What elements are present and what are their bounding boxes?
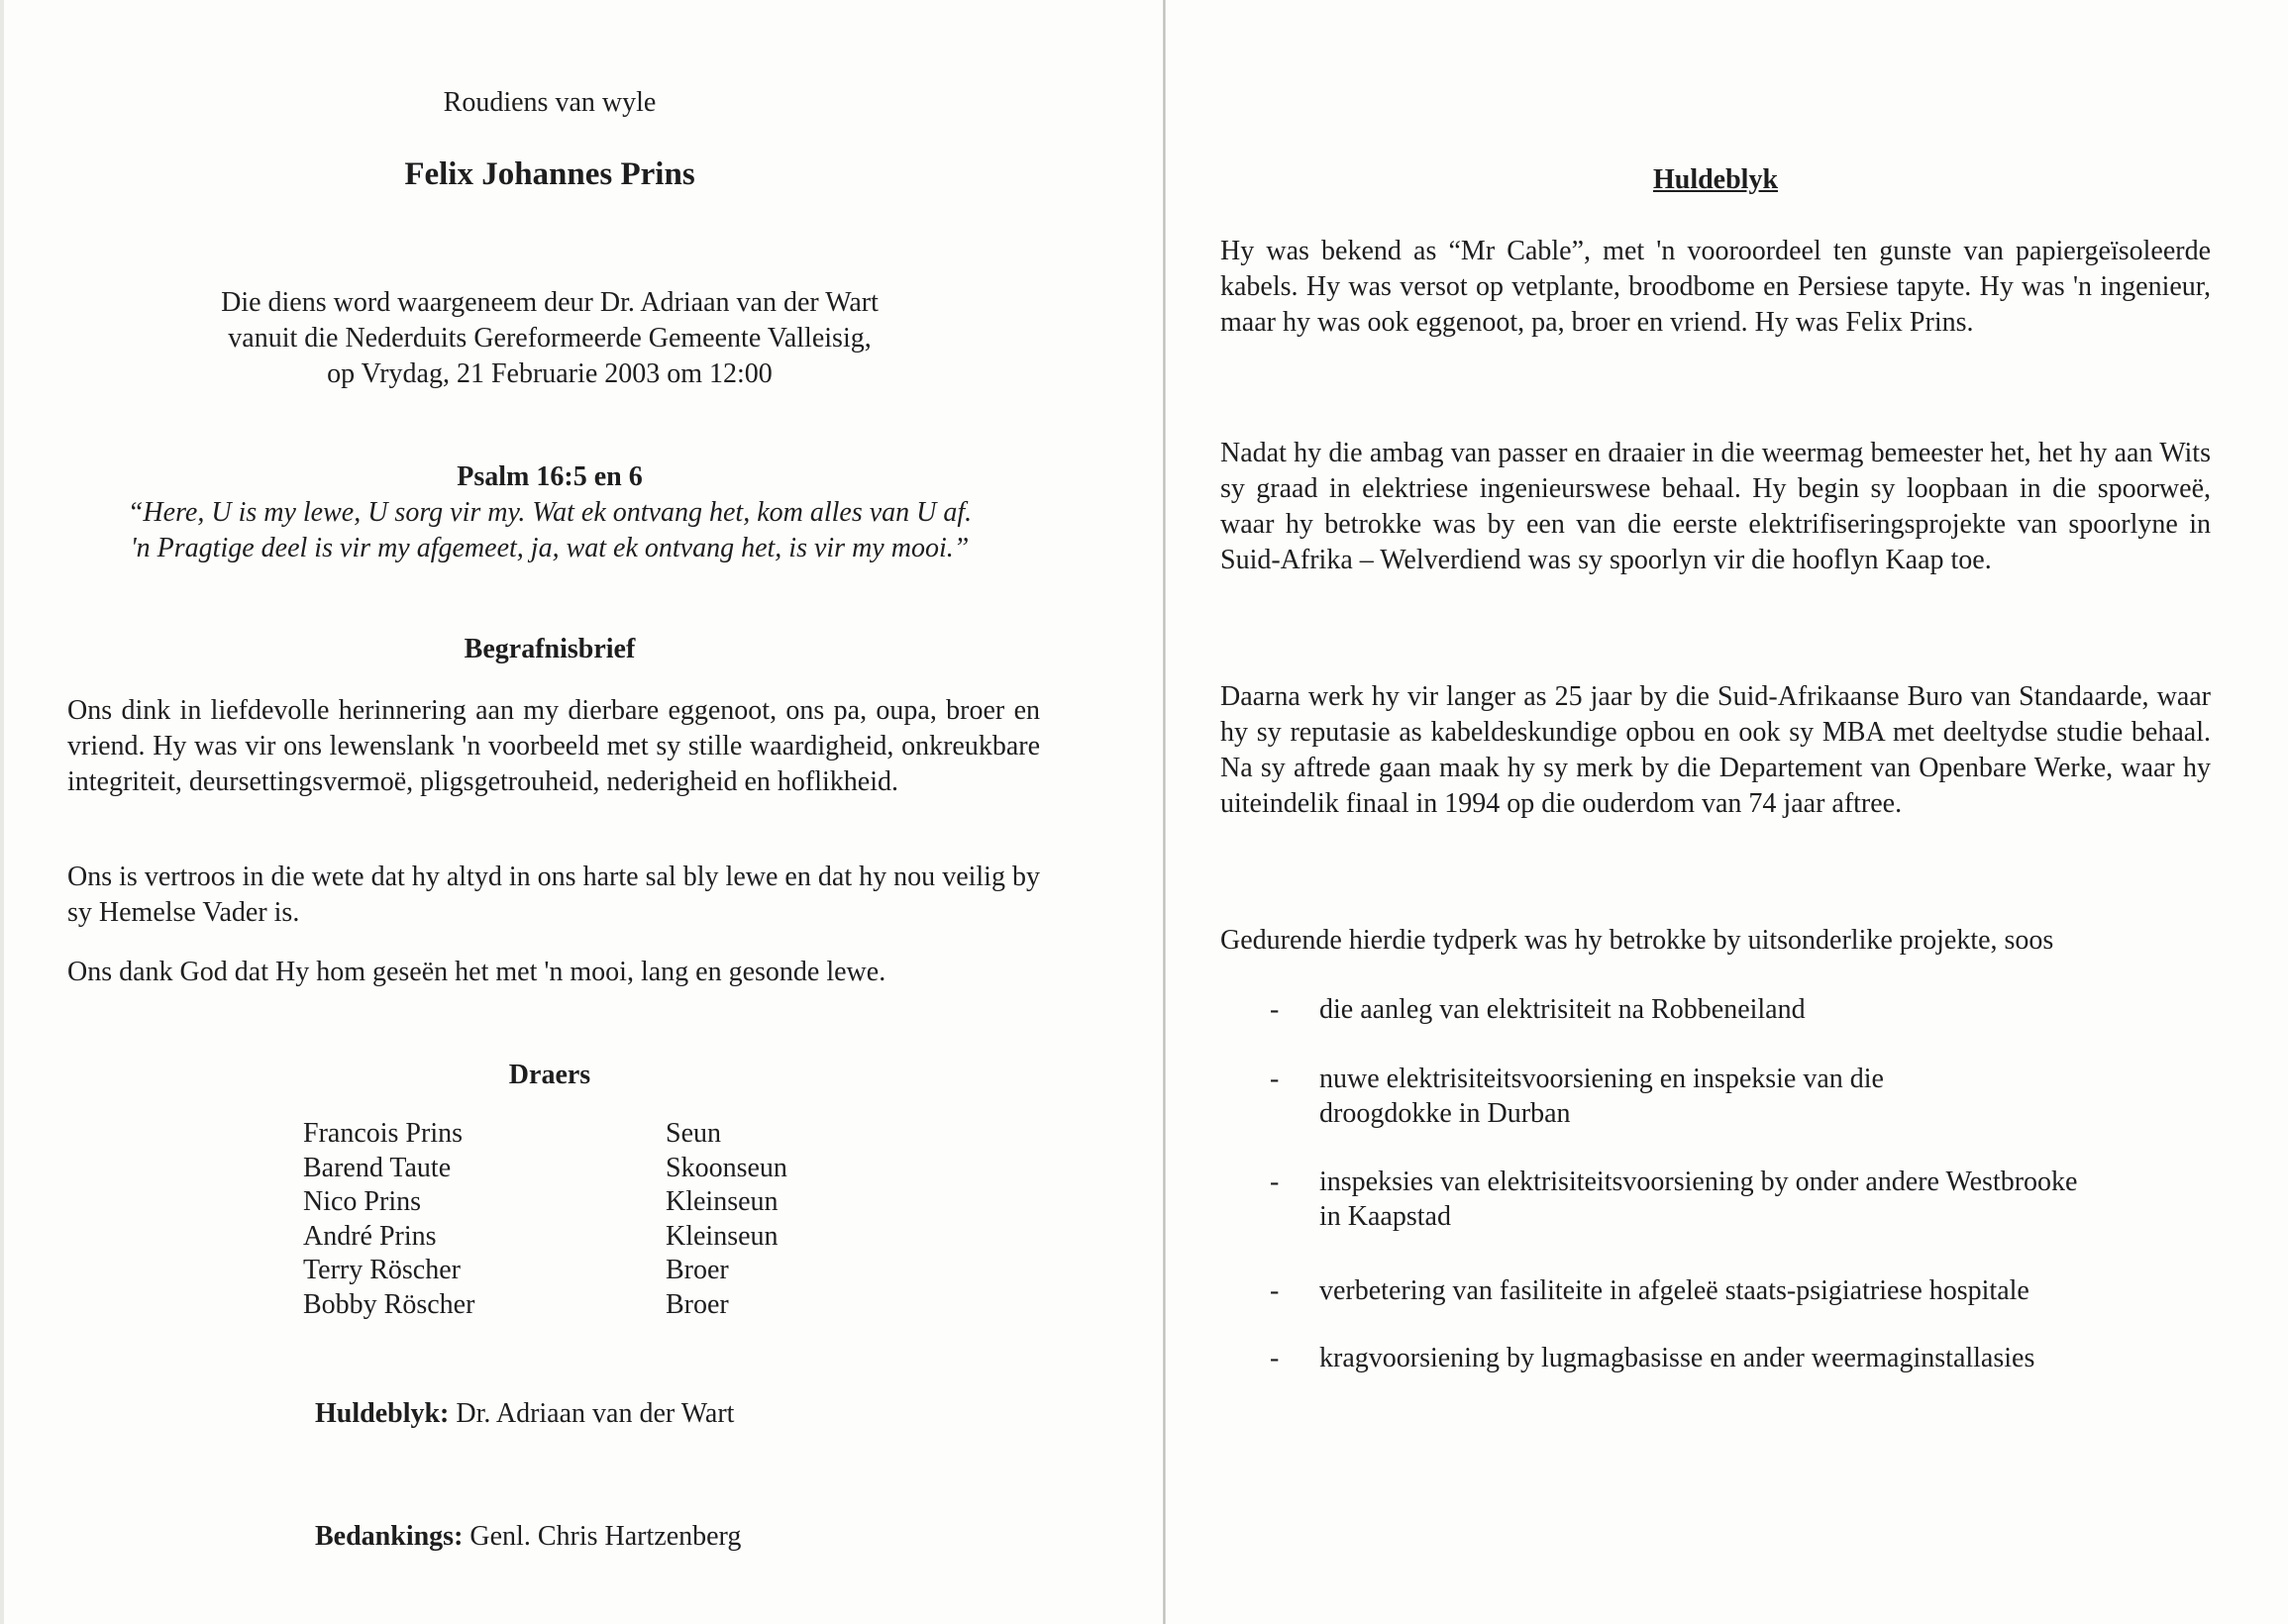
bearer-name: Terry Röscher — [303, 1255, 461, 1285]
intro-line: Roudiens van wyle — [443, 87, 657, 118]
psalm-quote — [59, 495, 1040, 566]
bearer-name: André Prins — [303, 1220, 437, 1252]
tribute-paragraph: Nadat hy die ambag van passer en draaier in die weermag bemeester het, het hy aan Wits sy graad in elektriese ingenieurswese behaal. Hy begin sy loopbaan in die spoorweë, waar hy betrokke was by een van die eerste elektrifiseringsprojekte van spoorlyne in Suid-Afrika – Welverdiend was sy spoorlyn vir die hooflyn Kaap toe. — [1220, 438, 2211, 575]
letter-heading: Begrafnisbrief — [464, 634, 636, 664]
list-item — [1270, 1165, 2102, 1234]
bearer-name: Barend Taute — [303, 1152, 452, 1183]
list-item — [1270, 1273, 2161, 1308]
bearer-row — [303, 1220, 897, 1255]
list-item-text: die aanleg van elektrisiteit na Robbeneiland — [1319, 994, 1806, 1025]
bearer-relation: Kleinseun — [666, 1186, 779, 1217]
bearers-list — [303, 1117, 897, 1322]
page-edge — [0, 0, 4, 1624]
bearer-name: Nico Prins — [303, 1186, 421, 1217]
bearer-row — [303, 1117, 897, 1152]
bullet-marker: - — [1270, 1275, 1280, 1306]
tribute-value: Dr. Adriaan van der Wart — [449, 1398, 735, 1429]
tribute-paragraph: Hy was bekend as “Mr Cable”, met 'n vooroordeel ten gunste van papiergeïsoleerde kabels. Hy was versot op vetplante, broodbome en Persiese tapyte. Hy was 'n ingenieur, maar hy was ook eggenoot, pa, broer en vriend. Hy was Felix Prins. — [1220, 236, 2211, 338]
bearer-row — [303, 1185, 897, 1220]
letter-paragraph: Ons dank God dat Hy hom geseën het met 'n mooi, lang en gesonde lewe. — [67, 957, 886, 987]
list-item-text: nuwe elektrisiteitsvoorsiening en inspeksie van die droogdokke in Durban — [1319, 1064, 1884, 1129]
bearer-row — [303, 1288, 897, 1323]
letter-paragraph: Ons is vertroos in die wete dat hy altyd in ons harte sal bly lewe en dat hy nou veilig by sy Hemelse Vader is. — [67, 862, 1040, 928]
service-line: Die diens word waargeneem deur Dr. Adriaan van der Wart — [221, 287, 879, 318]
bearers-heading: Draers — [508, 1060, 591, 1090]
list-item-text: verbetering van fasiliteite in afgeleë staats-psigiatriese hospitale — [1319, 1275, 2029, 1306]
bullet-marker: - — [1270, 1167, 1280, 1197]
right-page — [1220, 0, 2211, 1624]
bearer-relation: Skoonseun — [666, 1152, 787, 1183]
list-item — [1270, 1062, 1884, 1131]
list-item — [1270, 1341, 2161, 1375]
tribute-paragraph: Daarna werk hy vir langer as 25 jaar by die Suid-Afrikaanse Buro van Standaarde, waar hy sy reputasie as kabeldeskundige opbou en ook sy MBA met deeltydse studie behaal. Na sy aftrede gaan maak hy sy merk by die Departement van Openbare Werke, waar hy uiteindelik finaal in 1994 op die ouderdom van 74 jaar aftree. — [1220, 681, 2211, 819]
bearer-relation: Seun — [666, 1118, 721, 1149]
deceased-name: Felix Johannes Prins — [404, 156, 695, 192]
service-line: vanuit die Nederduits Gereformeerde Gemeente Valleisig, — [228, 323, 872, 354]
list-item — [1270, 992, 2161, 1027]
bullet-marker: - — [1270, 994, 1280, 1025]
projects-intro: Gedurende hierdie tydperk was hy betrokke by uitsonderlike projekte, soos — [1220, 925, 2054, 956]
bullet-marker: - — [1270, 1343, 1280, 1373]
psalm-heading: Psalm 16:5 en 6 — [457, 461, 643, 492]
thanks-label: Bedankings: — [315, 1521, 464, 1552]
list-item-text: kragvoorsiening by lugmagbasisse en ander weermaginstallasies — [1319, 1343, 2035, 1373]
bearer-row — [303, 1152, 897, 1186]
bearer-name: Bobby Röscher — [303, 1288, 475, 1320]
psalm-line: 'n Pragtige deel is vir my afgemeet, ja, wat ek ontvang het, is vir my mooi.” — [130, 533, 970, 563]
page-fold — [1163, 0, 1166, 1624]
bearer-row — [303, 1254, 897, 1288]
tribute-credit — [315, 1398, 734, 1430]
psalm-line: “Here, U is my lewe, U sorg vir my. Wat ek ontvang het, kom alles van U af. — [127, 497, 973, 528]
service-details — [59, 285, 1040, 392]
bearer-relation: Kleinseun — [666, 1220, 779, 1252]
list-item-text: inspeksies van elektrisiteitsvoorsiening by onder andere Westbrooke in Kaapstad — [1319, 1167, 2078, 1232]
left-page — [59, 0, 1040, 1624]
thanks-value: Genl. Chris Hartzenberg — [463, 1521, 742, 1552]
tribute-label: Huldeblyk: — [315, 1398, 450, 1429]
bullet-marker: - — [1270, 1064, 1280, 1094]
thanks-credit — [315, 1521, 741, 1553]
letter-paragraph: Ons dink in liefdevolle herinnering aan my dierbare eggenoot, ons pa, oupa, broer en vriend. Hy was vir ons lewenslank 'n voorbeeld met sy stille waardigheid, onkreukbare integriteit, deursettingsvermoë, pligsgetrouheid, nederigheid en hoflikheid. — [67, 695, 1040, 797]
bearer-relation: Broer — [666, 1255, 729, 1285]
bearer-name: Francois Prins — [303, 1118, 463, 1149]
service-line: op Vrydag, 21 Februarie 2003 om 12:00 — [327, 358, 773, 389]
tribute-title: Huldeblyk — [1652, 164, 1779, 195]
bearer-relation: Broer — [666, 1288, 729, 1320]
